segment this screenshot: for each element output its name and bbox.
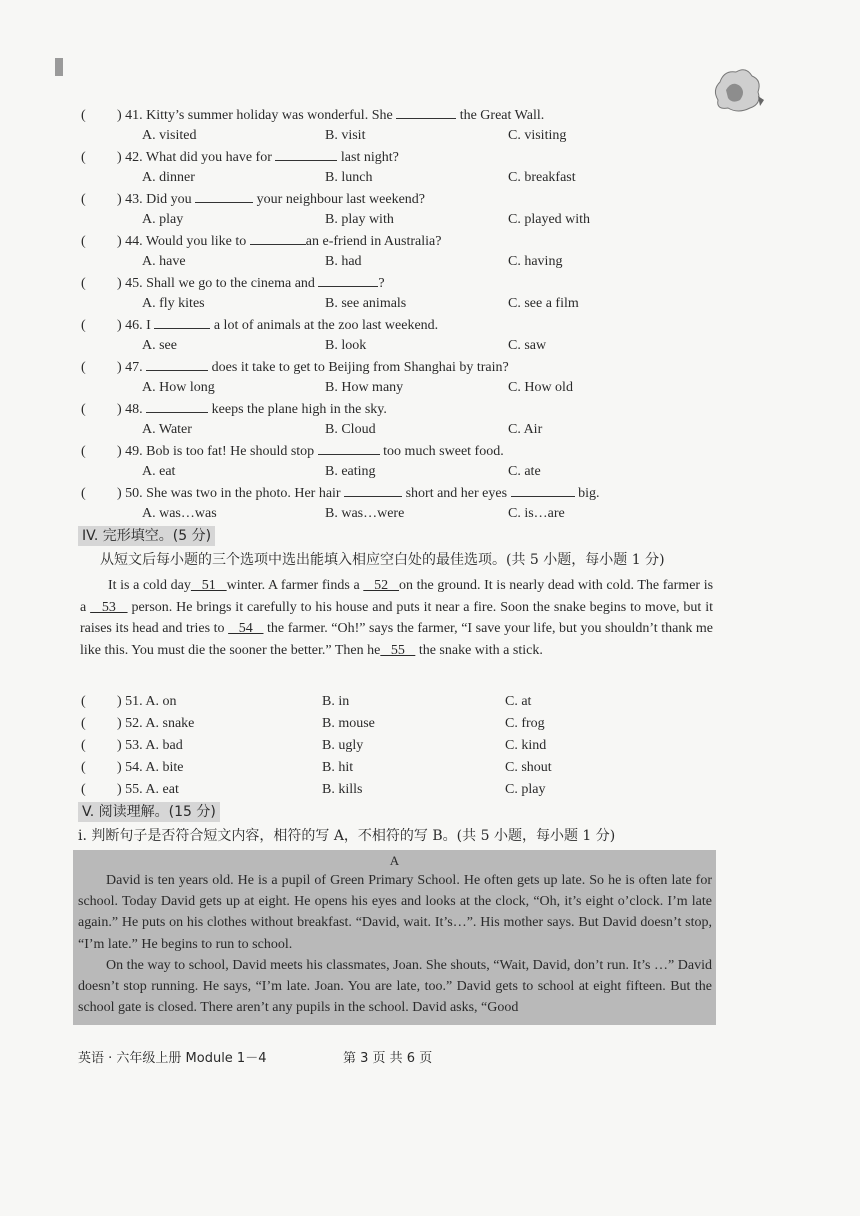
question-42: ( ) 42. What did you have for last night?	[81, 150, 399, 165]
option-a: A. see	[142, 338, 177, 353]
answer-blank	[146, 400, 208, 413]
option-b: B. play with	[325, 212, 394, 227]
passage-text	[73, 870, 716, 1018]
option-b: B. hit	[322, 760, 354, 775]
option-c: C. see a film	[508, 296, 579, 311]
option-b: B. was…were	[325, 506, 405, 521]
option-a: A. eat	[142, 464, 176, 479]
answer-blank	[318, 442, 380, 455]
question-45: ( ) 45. Shall we go to the cinema and ?	[81, 276, 385, 291]
option-a: A. play	[142, 212, 184, 227]
question-43: ( ) 43. Did you your neighbour last weekend?	[81, 192, 426, 207]
option-b: B. had	[325, 254, 362, 269]
section-instruction: i. 判断句子是否符合短文内容，相符的写 A，不相符的写 B。(共 5 小题，每小题 1 分)	[78, 828, 616, 844]
option-c: C. at	[505, 694, 532, 709]
option-c: C. visiting	[508, 128, 567, 143]
answer-blank	[250, 232, 306, 245]
option-a: A. How long	[142, 380, 215, 395]
option-a: A. was…was	[142, 506, 217, 521]
section-heading-cloze: IV. 完形填空。(5 分)	[78, 526, 215, 546]
answer-blank	[154, 316, 210, 329]
cloze-item-52: ( ) 52. A. snake	[81, 716, 195, 731]
option-c: C. Air	[508, 422, 543, 437]
option-b: B. mouse	[322, 716, 375, 731]
answer-blank	[511, 484, 575, 497]
option-b: B. eating	[325, 464, 376, 479]
cloze-item-51: ( ) 51. A. on	[81, 694, 177, 709]
option-c: C. ate	[508, 464, 541, 479]
option-b: B. see animals	[325, 296, 407, 311]
option-a: A. fly kites	[142, 296, 205, 311]
question-41: ( ) 41. Kitty’s summer holiday was wonderful. She the Great Wall.	[81, 108, 545, 123]
option-c: C. having	[508, 254, 563, 269]
answer-blank	[318, 274, 378, 287]
passage-paragraph: On the way to school, David meets his classmates, Joan. She shouts, “Wait, David, don’t run. It’s …” David doesn’t stop running. He says, “I’m late. Joan. You are late, too.” David gets to school at eight fifteen. But the school gate is closed. There aren’t any pupils in the school. David asks, “Good	[78, 957, 712, 1016]
option-c: C. is…are	[508, 506, 565, 521]
question-46: ( ) 46. I a lot of animals at the zoo last weekend.	[81, 318, 439, 333]
cloze-passage: It is a cold day 51 winter. A farmer finds a 52 on the ground. It is nearly dead with cold. The farmer is a 53 person. He brings it carefully to his house and puts it near a fire. Soon the snake begins to move, but it raises its head and tries to 54 the farmer. “Oh!” says the farmer, “I save your life, but you shouldn’t thank me like this. You must die the sooner the better.” Then he 55 the snake with a stick.	[80, 578, 714, 658]
option-a: A. Water	[142, 422, 192, 437]
option-c: C. frog	[505, 716, 545, 731]
option-c: C. play	[505, 782, 546, 797]
footer-book-info: 英语 · 六年级上册 Module 1－4	[78, 1051, 267, 1066]
section-heading-reading: V. 阅读理解。(15 分)	[78, 802, 220, 822]
answer-blank	[146, 358, 208, 371]
option-b: B. in	[322, 694, 350, 709]
footer-page-number: 第 3 页 共 6 页	[343, 1051, 433, 1066]
question-48: ( ) 48. keeps the plane high in the sky.	[81, 402, 387, 417]
reading-passage-box	[73, 850, 716, 1025]
option-b: B. look	[325, 338, 367, 353]
passage-paragraph: David is ten years old. He is a pupil of Green Primary School. He often gets up late. So he is often late for school. Today David gets up at eight. He opens his eyes and looks at the clock, “Oh, it’s eight o’clock. I’m late again.” He puts on his clothes without breakfast. “David, wait. It’s…”. His mother says. But David doesn’t stop, “I’m late.” He begins to run to school.	[78, 873, 712, 952]
option-c: C. saw	[508, 338, 547, 353]
option-b: B. ugly	[322, 738, 364, 753]
option-a: A. dinner	[142, 170, 195, 185]
question-47: ( ) 47. does it take to get to Beijing from Shanghai by train?	[81, 360, 509, 375]
section-instruction: 从短文后每小题的三个选项中选出能填入相应空白处的最佳选项。(共 5 小题，每小题 1 分)	[100, 552, 665, 568]
answer-blank	[396, 106, 456, 119]
answer-blank	[344, 484, 402, 497]
question-44: ( ) 44. Would you like to an e-friend in Australia?	[81, 234, 442, 249]
option-c: C. played with	[508, 212, 591, 227]
passage-title: A	[389, 853, 400, 868]
option-b: B. kills	[322, 782, 363, 797]
answer-blank	[275, 148, 337, 161]
page-edge-mark	[55, 58, 63, 76]
option-a: A. have	[142, 254, 186, 269]
cloze-item-54: ( ) 54. A. bite	[81, 760, 184, 775]
answer-blank	[195, 190, 253, 203]
option-c: C. How old	[508, 380, 573, 395]
option-c: C. kind	[505, 738, 547, 753]
question-49: ( ) 49. Bob is too fat! He should stop too much sweet food.	[81, 444, 504, 459]
cloze-item-55: ( ) 55. A. eat	[81, 782, 179, 797]
option-b: B. visit	[325, 128, 366, 143]
cloze-item-53: ( ) 53. A. bad	[81, 738, 183, 753]
option-a: A. visited	[142, 128, 197, 143]
option-c: C. breakfast	[508, 170, 576, 185]
question-50: ( ) 50. She was two in the photo. Her hair short and her eyes big.	[81, 486, 600, 501]
option-b: B. Cloud	[325, 422, 376, 437]
option-b: B. How many	[325, 380, 404, 395]
corner-stamp-image	[706, 60, 766, 116]
option-c: C. shout	[505, 760, 552, 775]
option-b: B. lunch	[325, 170, 373, 185]
